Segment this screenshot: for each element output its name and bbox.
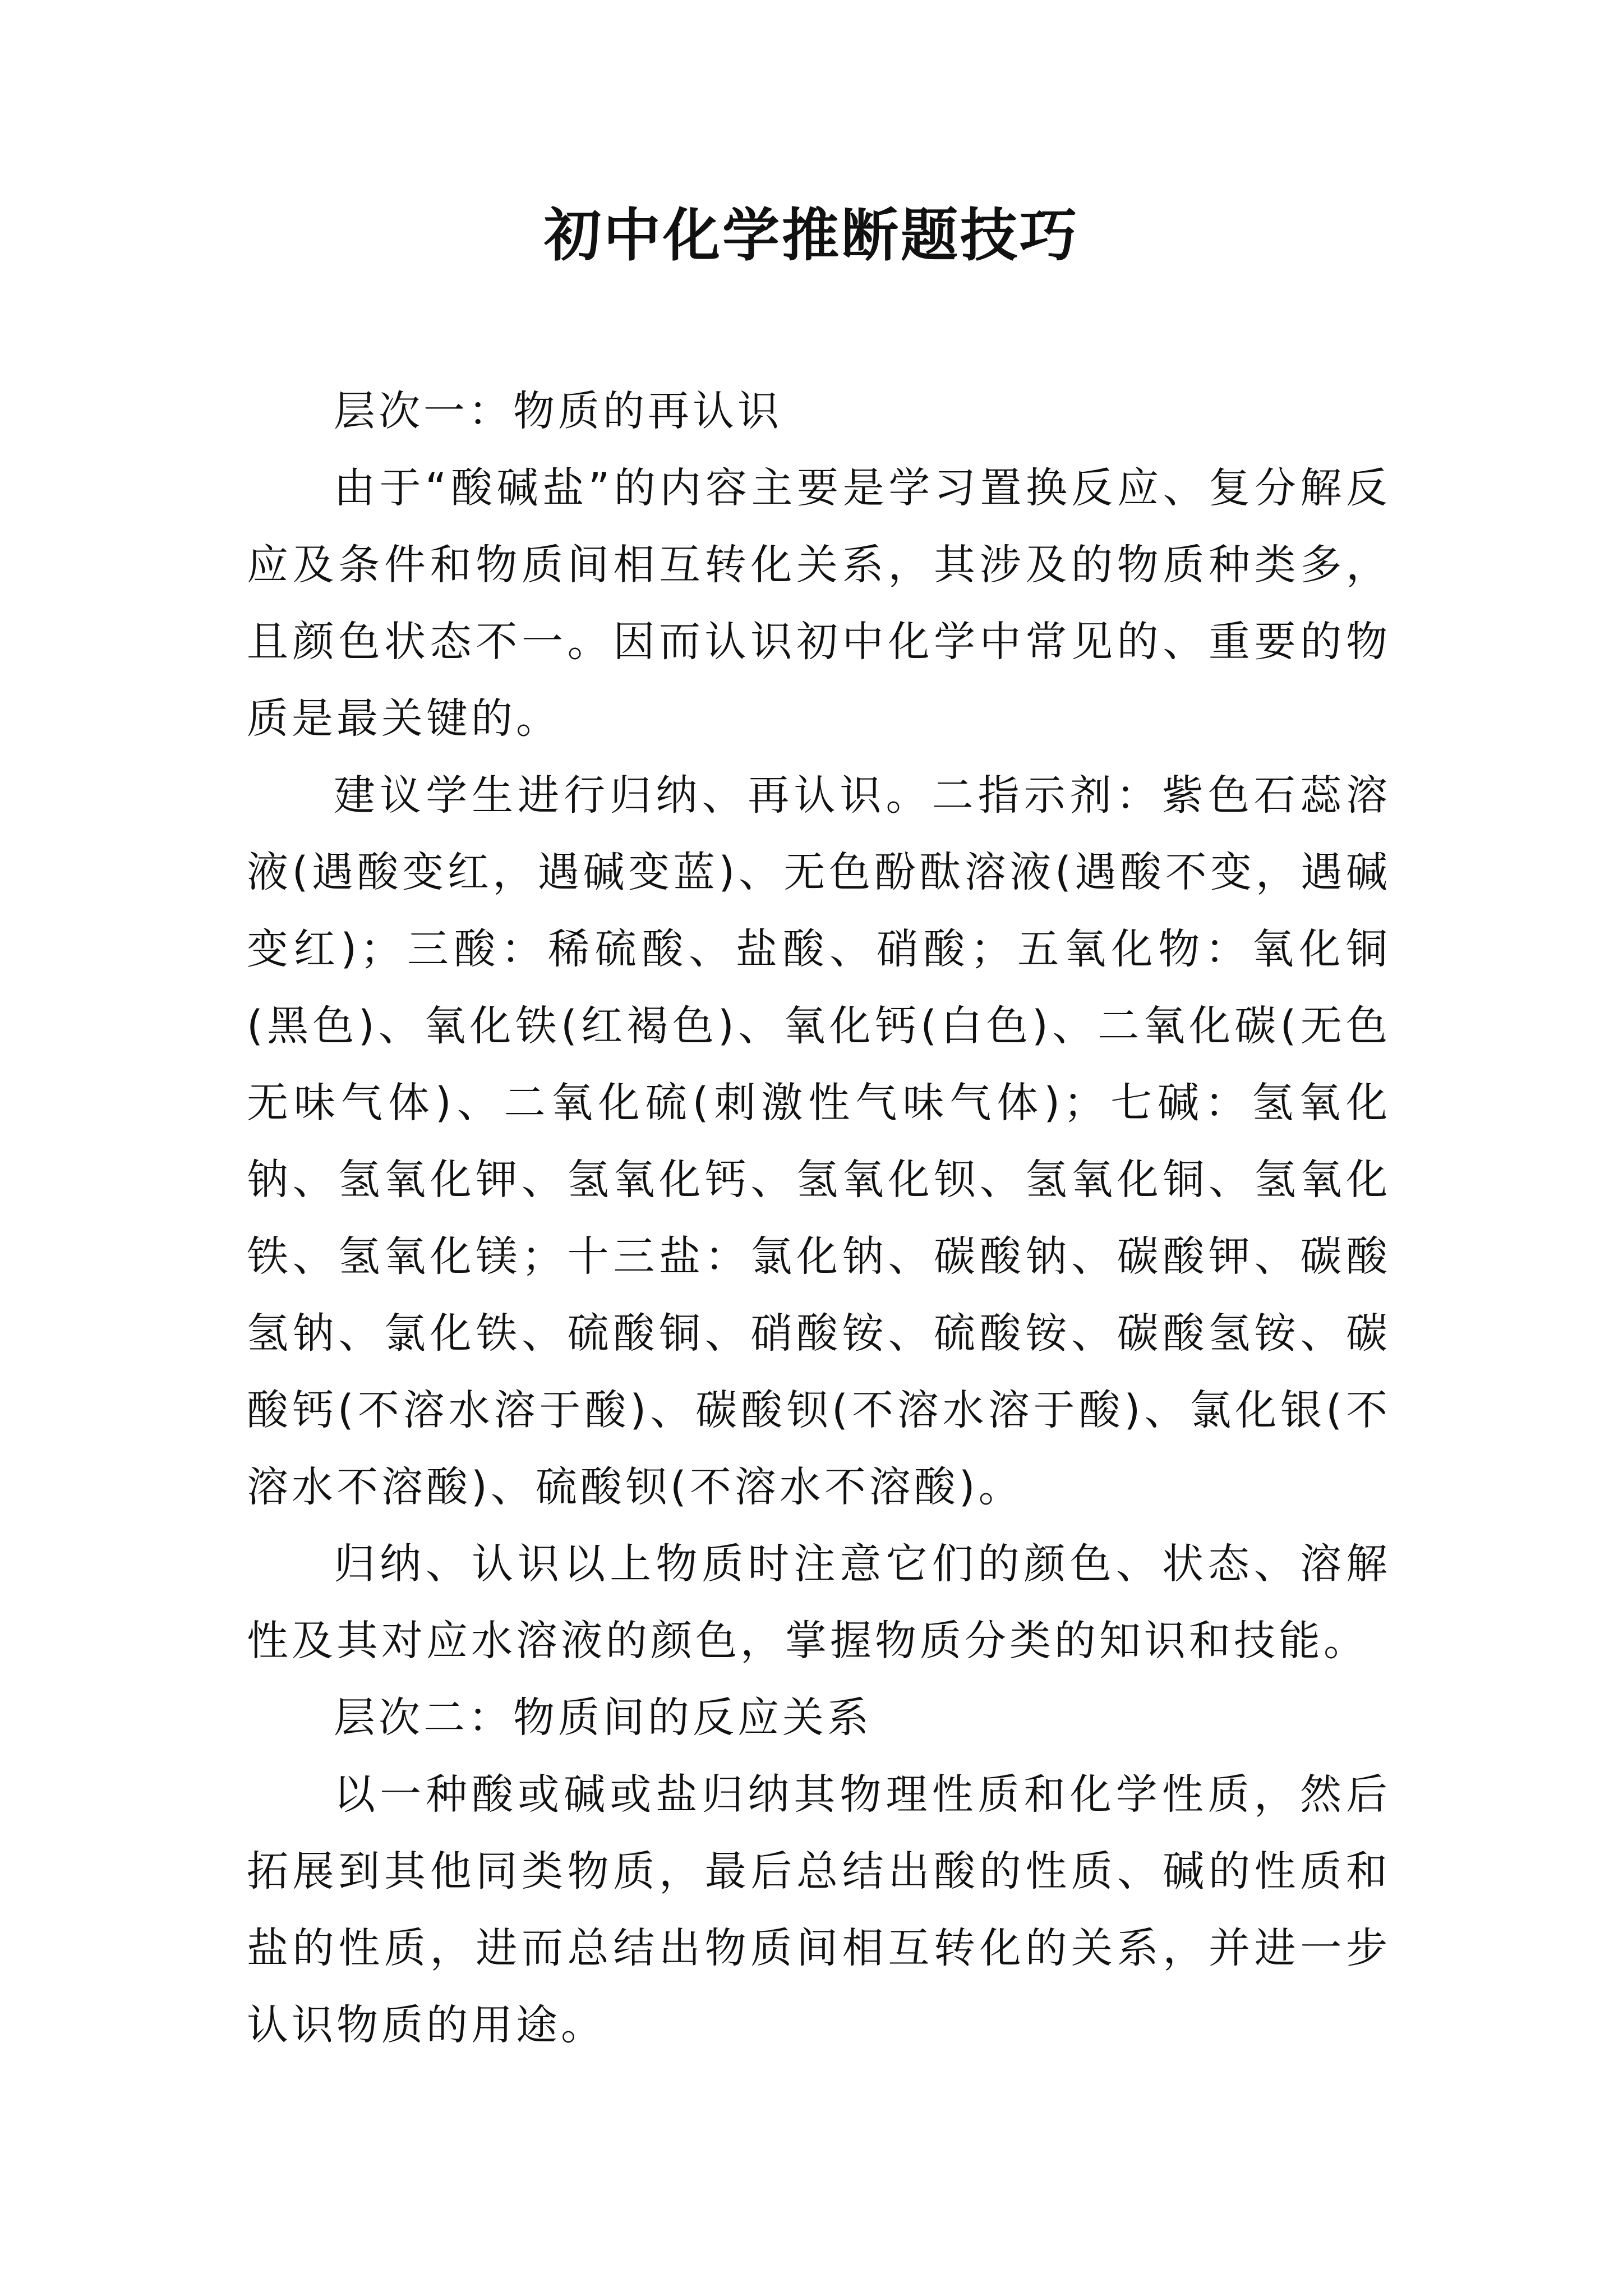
document-body (247, 373, 1391, 2064)
paragraph-substance-list: 建议学生进行归纳、再认识。二指示剂：紫色石蕊溶液(遇酸变红，遇碱变蓝)、无色酚酞溶液(遇酸不变，遇碱变红)；三酸：稀硫酸、盐酸、硝酸；五氧化物：氧化铜(黑色)、氧化铁(红褐色)、氧化钙(白色)、二氧化碳(无色无味气体)、二氧化硫(刺激性气味气体)；七碱：氢氧化钠、氢氧化钾、氢氧化钙、氢氧化钡、氢氧化铜、氢氧化铁、氢氧化镁；十三盐：氯化钠、碳酸钠、碳酸钾、碳酸氢钠、氯化铁、硫酸铜、硝酸铵、硫酸铵、碳酸氢铵、碳酸钙(不溶水溶于酸)、碳酸钡(不溶水溶于酸)、氯化银(不溶水不溶酸)、硫酸钡(不溶水不溶酸)。 (247, 771, 1391, 1511)
section-heading-level-two: 层次二：物质间的反应关系 (334, 1694, 872, 1742)
paragraph-reactions: 以一种酸或碱或盐归纳其物理性质和化学性质，然后拓展到其他同类物质，最后总结出酸的性质、碱的性质和盐的性质，进而总结出物质间相互转化的关系，并进一步认识物质的用途。 (247, 1770, 1391, 2049)
paragraph-summary: 归纳、认识以上物质时注意它们的颜色、状态、溶解性及其对应水溶液的颜色，掌握物质分类的知识和技能。 (247, 1540, 1391, 1665)
section-heading-level-one: 层次一：物质的再认识 (334, 387, 782, 435)
paragraph-intro: 由于“酸碱盐”的内容主要是学习置换反应、复分解反应及条件和物质间相互转化关系，其涉及的物质种类多，且颜色状态不一。因而认识初中化学中常见的、重要的物质是最关键的。 (247, 464, 1391, 743)
document-title: 初中化学推断题技巧 (544, 202, 1079, 269)
